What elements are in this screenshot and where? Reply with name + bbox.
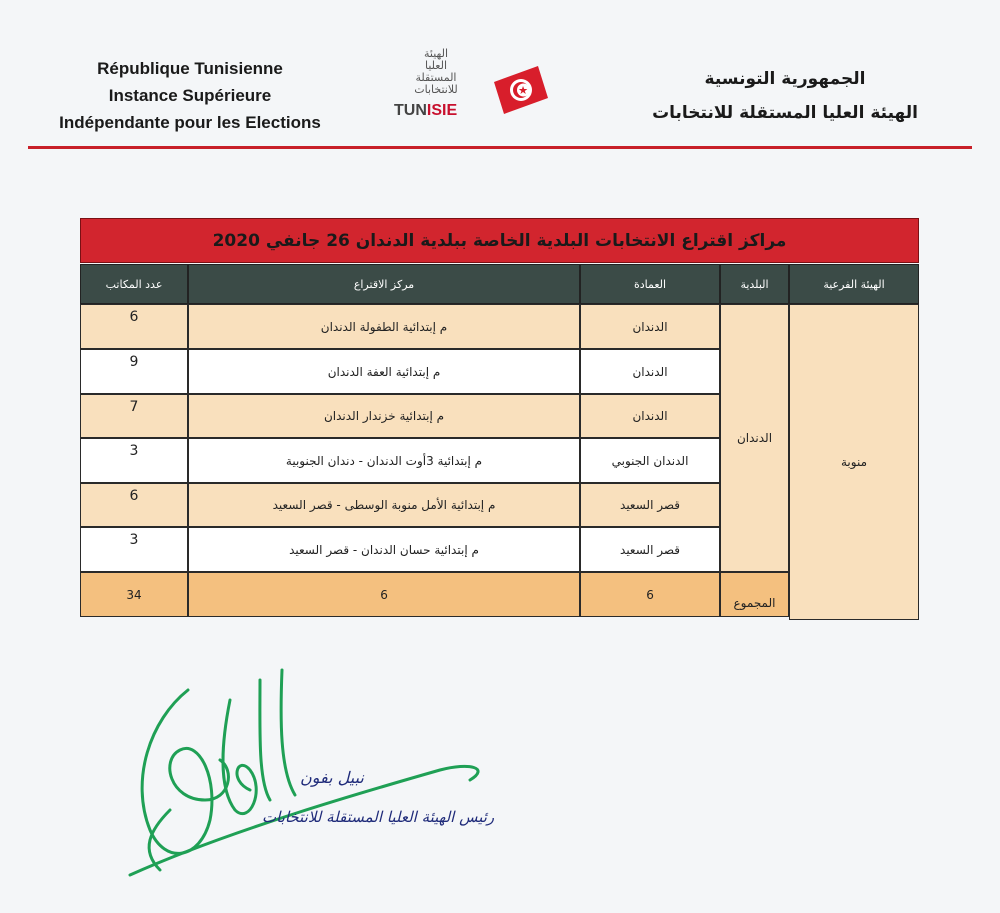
logo-abbreviation <box>394 102 457 120</box>
col-header-imada: العمادة <box>580 264 720 304</box>
signatory-title: رئيس الهيئة العليا المستقلة للانتخابات <box>262 808 495 826</box>
logo-arabic-text <box>392 48 480 96</box>
row-4-center: م إبتدائية 3أوت الدندان - دندان الجنوبية <box>188 438 580 483</box>
tunisia-flag-icon <box>490 64 552 116</box>
branch-cell: منوبة <box>789 304 919 620</box>
logo-ar-line-3: المستقلة <box>415 71 457 84</box>
row-5-center: م إبتدائية الأمل منوبة الوسطى - قصر السعيد <box>188 483 580 527</box>
logo-abbr-accent: ISIE <box>426 102 458 119</box>
header-fr-line-3: Indépendante pour les Elections <box>59 113 321 132</box>
header-ar-line-1: الجمهورية التونسية <box>704 69 866 89</box>
total-imada: 6 <box>580 572 720 617</box>
row-2-imada: الدندان <box>580 349 720 394</box>
row-4-imada: الدندان الجنوبي <box>580 438 720 483</box>
total-offices: 34 <box>80 572 188 617</box>
row-1-offices: 6 <box>80 304 188 349</box>
total-label: المجموع <box>720 572 789 617</box>
row-2-center: م إبتدائية العفة الدندان <box>188 349 580 394</box>
row-3-imada: الدندان <box>580 394 720 438</box>
header-french <box>40 55 340 136</box>
col-header-municipality: البلدية <box>720 264 789 304</box>
row-6-offices: 3 <box>80 527 188 572</box>
municipality-cell: الدندان <box>720 304 789 572</box>
col-header-branch: الهيئة الفرعية <box>789 264 919 304</box>
isie-logo <box>392 42 562 137</box>
col-header-offices: عدد المكاتب <box>80 264 188 304</box>
row-2-offices: 9 <box>80 349 188 394</box>
row-5-offices: 6 <box>80 483 188 527</box>
row-3-offices: 7 <box>80 394 188 438</box>
signatory-name: نبيل بفون <box>300 768 364 787</box>
header-divider <box>28 146 972 149</box>
row-1-center: م إبتدائية الطفولة الدندان <box>188 304 580 349</box>
table-title: مراكز اقتراع الانتخابات البلدية الخاصة ببلدية الدندان 26 جانفي 2020 <box>80 218 919 263</box>
row-4-offices: 3 <box>80 438 188 483</box>
row-6-imada: قصر السعيد <box>580 527 720 572</box>
logo-ar-line-1: الهيئة <box>423 47 448 60</box>
row-3-center: م إبتدائية خزندار الدندان <box>188 394 580 438</box>
header-fr-line-1: République Tunisienne <box>97 59 283 78</box>
header-arabic <box>630 62 940 130</box>
row-1-imada: الدندان <box>580 304 720 349</box>
logo-abbr-prefix: TUN <box>394 102 427 119</box>
logo-ar-line-4: للانتخابات <box>414 83 458 96</box>
row-6-center: م إبتدائية حسان الدندان - قصر السعيد <box>188 527 580 572</box>
logo-ar-line-2: العليا <box>424 59 448 72</box>
total-center: 6 <box>188 572 580 617</box>
row-5-imada: قصر السعيد <box>580 483 720 527</box>
header-ar-line-2: الهيئة العليا المستقلة للانتخابات <box>652 103 918 123</box>
header-fr-line-2: Instance Supérieure <box>108 86 272 105</box>
col-header-center: مركز الاقتراع <box>188 264 580 304</box>
